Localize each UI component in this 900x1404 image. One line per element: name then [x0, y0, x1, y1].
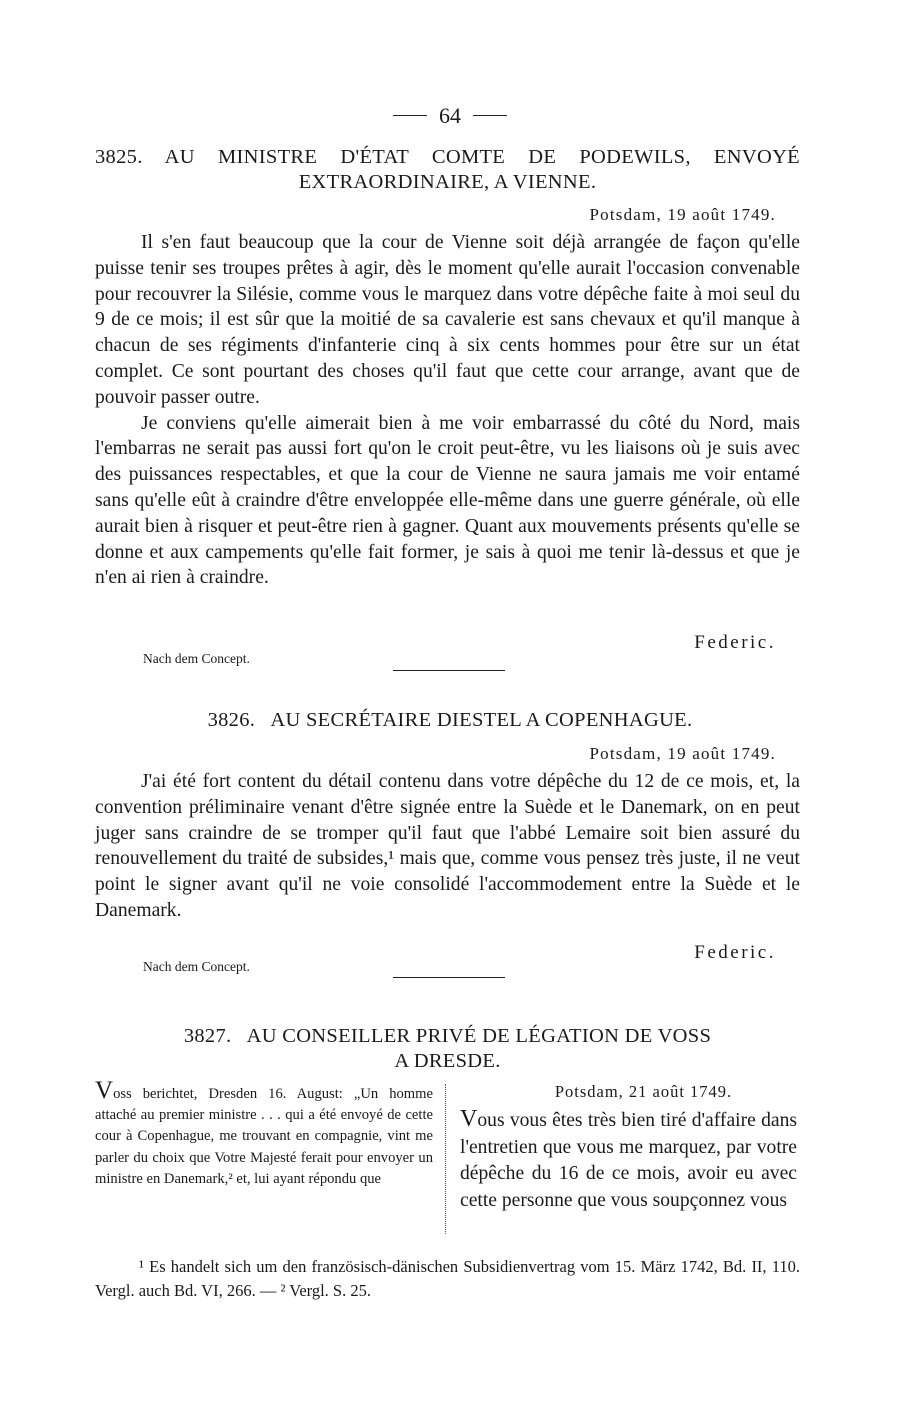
- letter-3826-paragraph: J'ai été fort content du détail contenu dans votre dépêche du 12 de ce mois, et, la convention préliminaire venant d'être signée entre la Suède et le Danemark, on en peut juger sans craindre de se tromper qu'il faut que l'abbé Lemaire soit bien assuré du renouvellement du traité de subsides,¹ mais que, comme vous pensez très juste, il ne veut point le signer avant qu'il ne voie consolidé l'accommodement entre la Suède et le Danemark.: [95, 771, 800, 921]
- letter-3826-body: [95, 769, 800, 924]
- drop-initial: V: [95, 1077, 114, 1104]
- letter-3825-source: Nach dem Concept.: [143, 651, 250, 666]
- letter-3826-source: Nach dem Concept.: [143, 959, 250, 974]
- letter-3825-heading-line1: 3825. AU MINISTRE D'ÉTAT COMTE DE PODEWILS, ENVOYÉ: [95, 146, 800, 168]
- letter-3826-number: 3826.: [207, 709, 256, 731]
- letter-3827-heading-line1: 3827. AU CONSEILLER PRIVÉ DE LÉGATION DE VOSS: [183, 1025, 712, 1047]
- report-text: oss berichtet, Dresden 16. August: „Un homme attaché au premier ministre . . . qui a été envoyé de cette cour à Copenhague, me trouvant en compagnie, vint me parler du choix que Votre Majesté ferait pour envoyer un ministre en Danemark,² et, lui ayant répondu que: [95, 1086, 433, 1187]
- letter-3827-report-column: [95, 1077, 433, 1190]
- letter-3825-number: 3825.: [95, 146, 143, 168]
- column-divider: [445, 1084, 446, 1234]
- drop-initial: V: [460, 1106, 478, 1132]
- page-number: [0, 96, 900, 129]
- section-divider: [393, 670, 505, 671]
- page-number-text: 64: [439, 102, 461, 128]
- reply-text-block: [460, 1106, 797, 1214]
- letter-3827-heading-line2: A DRESDE.: [394, 1050, 501, 1072]
- dash-right: [473, 115, 507, 116]
- letter-3825-paragraph: Je conviens qu'elle aimerait bien à me voir embarrassé du côté du Nord, mais l'embarras ne serait pas aussi fort qu'on le croit peut-être, vu les liaisons où je suis avec des puissances respectables, et que la cour de Vienne ne saura jamais me voir entamé sans qu'elle eût à craindre d'être enveloppée elle-même dans une guerre générale, où elle aurait bien à risquer et peut-être rien à gagner. Quant aux mouvements présents qu'elle se donne et aux campements qu'elle fait former, je sais à quoi me tenir là-dessus et que je n'en ai rien à craindre.: [95, 412, 800, 589]
- letter-3825-signature: Federic.: [694, 632, 776, 653]
- letter-3827-number: 3827.: [183, 1025, 232, 1047]
- letter-3827-dateline: Potsdam, 21 août 1749.: [554, 1082, 733, 1101]
- footnotes: [95, 1255, 800, 1303]
- section-divider: [393, 977, 505, 978]
- letter-3826-heading: [150, 708, 750, 733]
- dash-left: [393, 115, 427, 116]
- reply-text: ous vous êtes très bien tiré d'affaire dans l'entretien que vous me marquez, par votre dépêche du 16 de ce mois, avoir eu avec cette personne que vous soupçonnez vous: [460, 1110, 797, 1211]
- letter-3827-reply-column: [460, 1082, 797, 1214]
- letter-3826-heading-line1: 3826. AU SECRÉTAIRE DIESTEL A COPENHAGUE.: [207, 709, 693, 731]
- footnote-text: ¹ Es handelt sich um den französisch-dänischen Subsidienvertrag vom 15. März 1742, Bd. II, 110. Vergl. auch Bd. VI, 266. — ² Vergl. S. 25.: [95, 1257, 800, 1300]
- letter-3825-body: [95, 230, 800, 591]
- letter-3825-dateline: Potsdam, 19 août 1749.: [589, 205, 776, 224]
- letter-3825-heading: [95, 145, 800, 195]
- letter-3825-paragraph: Il s'en faut beaucoup que la cour de Vienne soit déjà arrangée de façon qu'elle puisse tenir ses troupes prêtes à agir, dès le moment qu'elle aurait l'occasion convenable pour recouvrer la Silésie, comme vous le marquez dans votre dépêche faite à moi seul du 9 de ce mois; il est sûr que la moitié de sa cavalerie est sans chevaux et qu'il manque à chacun de ses régiments d'infanterie cinq à six cents hommes pour être sur un état complet. Ce sont pourtant des choses qu'il faut que cette cour arrange, avant que de pouvoir passer outre.: [95, 232, 800, 408]
- letter-3827-heading: [95, 1024, 800, 1074]
- letter-3826-signature: Federic.: [694, 942, 776, 963]
- letter-3826-dateline: Potsdam, 19 août 1749.: [589, 744, 776, 763]
- letter-3825-heading-line2: EXTRAORDINAIRE, A VIENNE.: [298, 171, 597, 193]
